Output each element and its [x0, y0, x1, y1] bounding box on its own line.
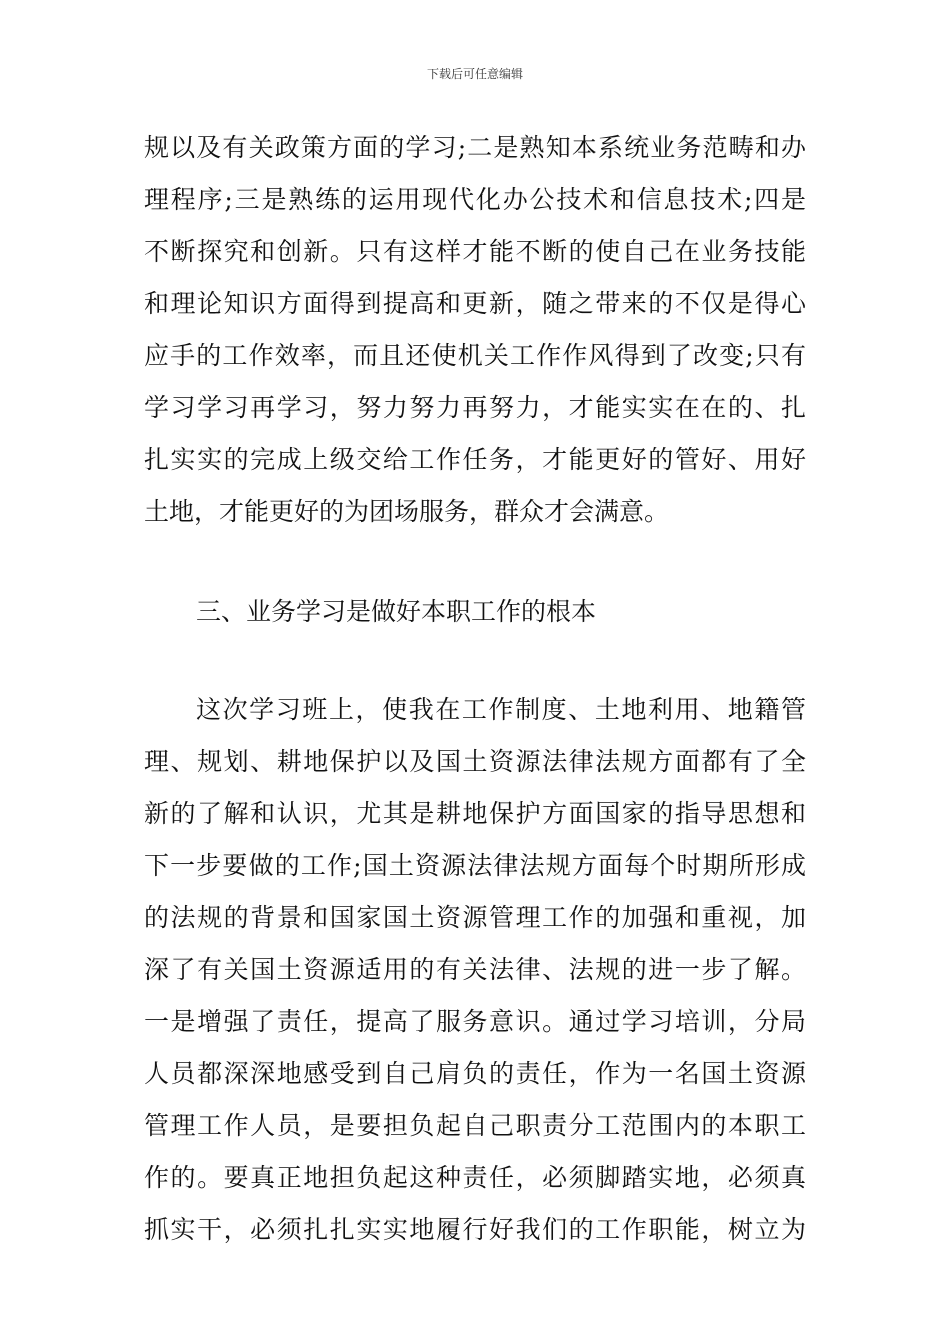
paragraph-2-line: 下一步要做的工作;国土资源法律法规方面每个时期所形成 [144, 851, 806, 880]
paragraph-2-line: 理、规划、耕地保护以及国土资源法律法规方面都有了全 [144, 747, 806, 776]
paragraph-2-line: 新的了解和认识，尤其是耕地保护方面国家的指导思想和 [144, 799, 806, 828]
paragraph-2-line: 抓实干，必须扎扎实实地履行好我们的工作职能，树立为 [144, 1215, 806, 1244]
page-header: 下载后可任意编辑 [426, 67, 523, 81]
paragraph-1-line: 和理论知识方面得到提高和更新，随之带来的不仅是得心 [144, 289, 806, 318]
paragraph-2-line: 深了有关国土资源适用的有关法律、法规的进一步了解。 [144, 955, 806, 984]
paragraph-2-line: 一是增强了责任，提高了服务意识。通过学习培训，分局 [144, 1007, 806, 1036]
paragraph-2-line: 这次学习班上，使我在工作制度、土地利用、地籍管 [196, 695, 806, 724]
paragraph-1-line: 规以及有关政策方面的学习;二是熟知本系统业务范畴和办 [144, 133, 806, 162]
paragraph-1-line: 土地，才能更好的为团场服务，群众才会满意。 [144, 497, 670, 526]
paragraph-2-line: 作的。要真正地担负起这种责任，必须脚踏实地，必须真 [144, 1163, 806, 1192]
section-heading: 三、业务学习是做好本职工作的根本 [196, 597, 597, 626]
paragraph-2-line: 管理工作人员，是要担负起自己职责分工范围内的本职工 [144, 1111, 806, 1140]
paragraph-1-line: 学习学习再学习，努力努力再努力，才能实实在在的、扎 [144, 393, 806, 422]
paragraph-1-line: 应手的工作效率，而且还使机关工作作风得到了改变;只有 [144, 341, 806, 370]
paragraph-2-line: 的法规的背景和国家国土资源管理工作的加强和重视，加 [144, 903, 806, 932]
paragraph-1-line: 扎实实的完成上级交给工作任务，才能更好的管好、用好 [144, 445, 806, 474]
paragraph-1-line: 不断探究和创新。只有这样才能不断的使自己在业务技能 [144, 237, 806, 266]
paragraph-1-line: 理程序;三是熟练的运用现代化办公技术和信息技术;四是 [144, 185, 806, 214]
paragraph-2-line: 人员都深深地感受到自己肩负的责任，作为一名国土资源 [144, 1059, 806, 1088]
